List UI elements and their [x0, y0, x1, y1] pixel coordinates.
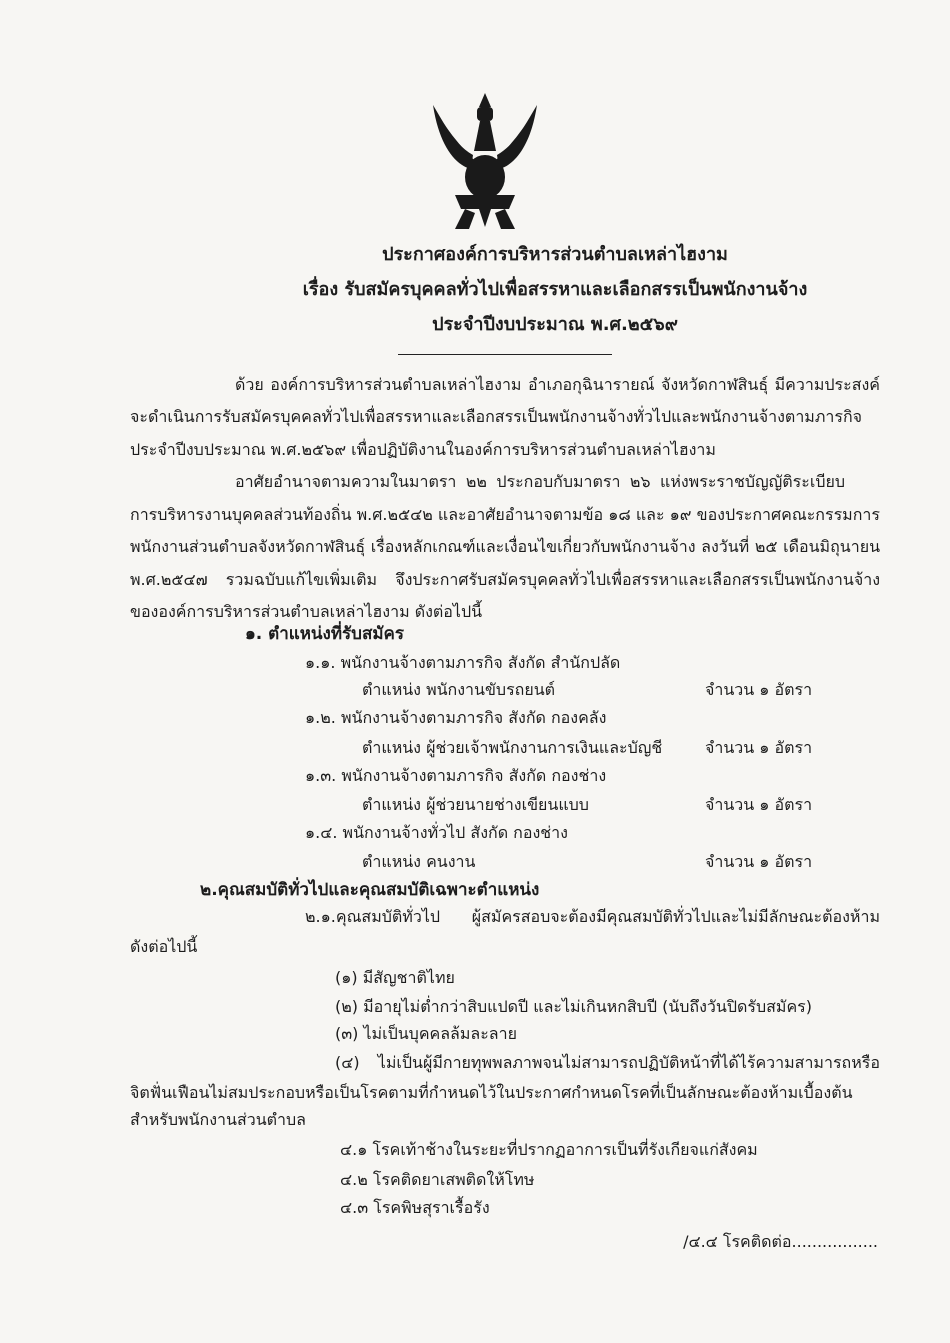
authority-line: ขององค์การบริหารส่วนตำบลเหล่าไฮงาม ดังต่อไปนี้: [130, 602, 483, 621]
garuda-emblem: [425, 85, 545, 235]
authority-line: พนักงานส่วนตำบลจังหวัดกาฬสินธุ์ เรื่องหลักเกณฑ์และเงื่อนไขเกี่ยวกับพนักงานจ้าง ลงวันที่ ๒๕ เดือนมิถุนายน: [130, 537, 880, 556]
qualification-item-cont: สำหรับพนักงานส่วนตำบล: [130, 1110, 306, 1129]
position-count: จำนวน ๑ อัตรา: [705, 795, 813, 814]
title-line-2: เรื่อง รับสมัครบุคคลทั่วไปเพื่อสรรหาและเลือกสรรเป็นพนักงานจ้าง: [302, 279, 808, 300]
authority-line: พ.ศ.๒๕๔๗ รวมฉบับแก้ไขเพิ่มเติม จึงประกาศรับสมัครบุคคลทั่วไปเพื่อสรรหาและเลือกสรรเป็นพนักงานจ้าง: [130, 570, 880, 589]
position-unit: ๑.๑. พนักงานจ้างตามภารกิจ สังกัด สำนักปลัด: [305, 653, 621, 672]
section-2-1-line: ดังต่อไปนี้: [130, 937, 198, 956]
position-title: ตำแหน่ง ผู้ช่วยเจ้าพนักงานการเงินและบัญชี: [362, 738, 663, 757]
qualification-item: (๑) มีสัญชาติไทย: [335, 968, 455, 987]
title-line-1: ประกาศองค์การบริหารส่วนตำบลเหล่าไฮงาม: [382, 244, 728, 265]
authority-line: การบริหารงานบุคคลส่วนท้องถิ่น พ.ศ.๒๕๔๒ และอาศัยอำนาจตามข้อ ๑๘ และ ๑๙ ของประกาศคณะกรรมการ: [130, 505, 880, 524]
disease-item: ๔.๒ โรคติดยาเสพติดให้โทษ: [340, 1170, 535, 1189]
position-unit: ๑.๓. พนักงานจ้างตามภารกิจ สังกัด กองช่าง: [305, 766, 607, 785]
qualification-item: (๔) ไม่เป็นผู้มีกายทุพพลภาพจนไม่สามารถปฏิบัติหน้าที่ได้ไร้ความสามารถหรือ: [335, 1053, 880, 1072]
position-count: จำนวน ๑ อัตรา: [705, 738, 813, 757]
qualification-item-cont: จิตฟั่นเฟือนไม่สมประกอบหรือเป็นโรคตามที่กำหนดไว้ในประกาศกำหนดโรคที่เป็นลักษณะต้องห้ามเบื้องต้น: [130, 1083, 853, 1102]
title-line-3: ประจำปีงบประมาณ พ.ศ.๒๕๖๙: [432, 314, 678, 335]
qualification-item: (๓) ไม่เป็นบุคคลล้มละลาย: [335, 1024, 517, 1043]
qualification-item: (๒) มีอายุไม่ต่ำกว่าสิบแปดปี และไม่เกินหกสิบปี (นับถึงวันปิดรับสมัคร): [335, 997, 812, 1016]
position-unit: ๑.๒. พนักงานจ้างตามภารกิจ สังกัด กองคลัง: [305, 708, 607, 727]
intro-line: จะดำเนินการรับสมัครบุคคลทั่วไปเพื่อสรรหาและเลือกสรรเป็นพนักงานจ้างทั่วไปและพนักงานจ้างตามภารกิจ: [130, 407, 863, 426]
disease-item: ๔.๑ โรคเท้าช้างในระยะที่ปรากฏอาการเป็นที่รังเกียจแก่สังคม: [340, 1140, 758, 1159]
intro-line: ประจำปีงบประมาณ พ.ศ.๒๕๖๙ เพื่อปฏิบัติงานในองค์การบริหารส่วนตำบลเหล่าไฮงาม: [130, 440, 716, 459]
authority-line: อาศัยอำนาจตามความในมาตรา ๒๒ ประกอบกับมาตรา ๒๖ แห่งพระราชบัญญัติระเบียบ: [235, 472, 845, 491]
position-title: ตำแหน่ง คนงาน: [362, 852, 476, 871]
position-count: จำนวน ๑ อัตรา: [705, 680, 813, 699]
position-count: จำนวน ๑ อัตรา: [705, 852, 813, 871]
section-2-heading: ๒.คุณสมบัติทั่วไปและคุณสมบัติเฉพาะตำแหน่ง: [200, 880, 540, 900]
continued-note: /๔.๔ โรคติดต่อ.................: [683, 1232, 878, 1251]
position-title: ตำแหน่ง ผู้ช่วยนายช่างเขียนแบบ: [362, 795, 589, 814]
position-unit: ๑.๔. พนักงานจ้างทั่วไป สังกัด กองช่าง: [305, 823, 568, 842]
title-divider: [398, 354, 612, 355]
disease-item: ๔.๓ โรคพิษสุราเรื้อรัง: [340, 1198, 490, 1217]
position-title: ตำแหน่ง พนักงานขับรถยนต์: [362, 680, 556, 699]
section-1-heading: ๑. ตำแหน่งที่รับสมัคร: [245, 624, 405, 644]
section-2-1-line: ๒.๑.คุณสมบัติทั่วไป ผู้สมัครสอบจะต้องมีคุณสมบัติทั่วไปและไม่มีลักษณะต้องห้าม: [305, 907, 880, 926]
intro-line: ด้วย องค์การบริหารส่วนตำบลเหล่าไฮงาม อำเภอกุฉินารายณ์ จังหวัดกาฬสินธุ์ มีความประสงค์: [235, 375, 880, 394]
